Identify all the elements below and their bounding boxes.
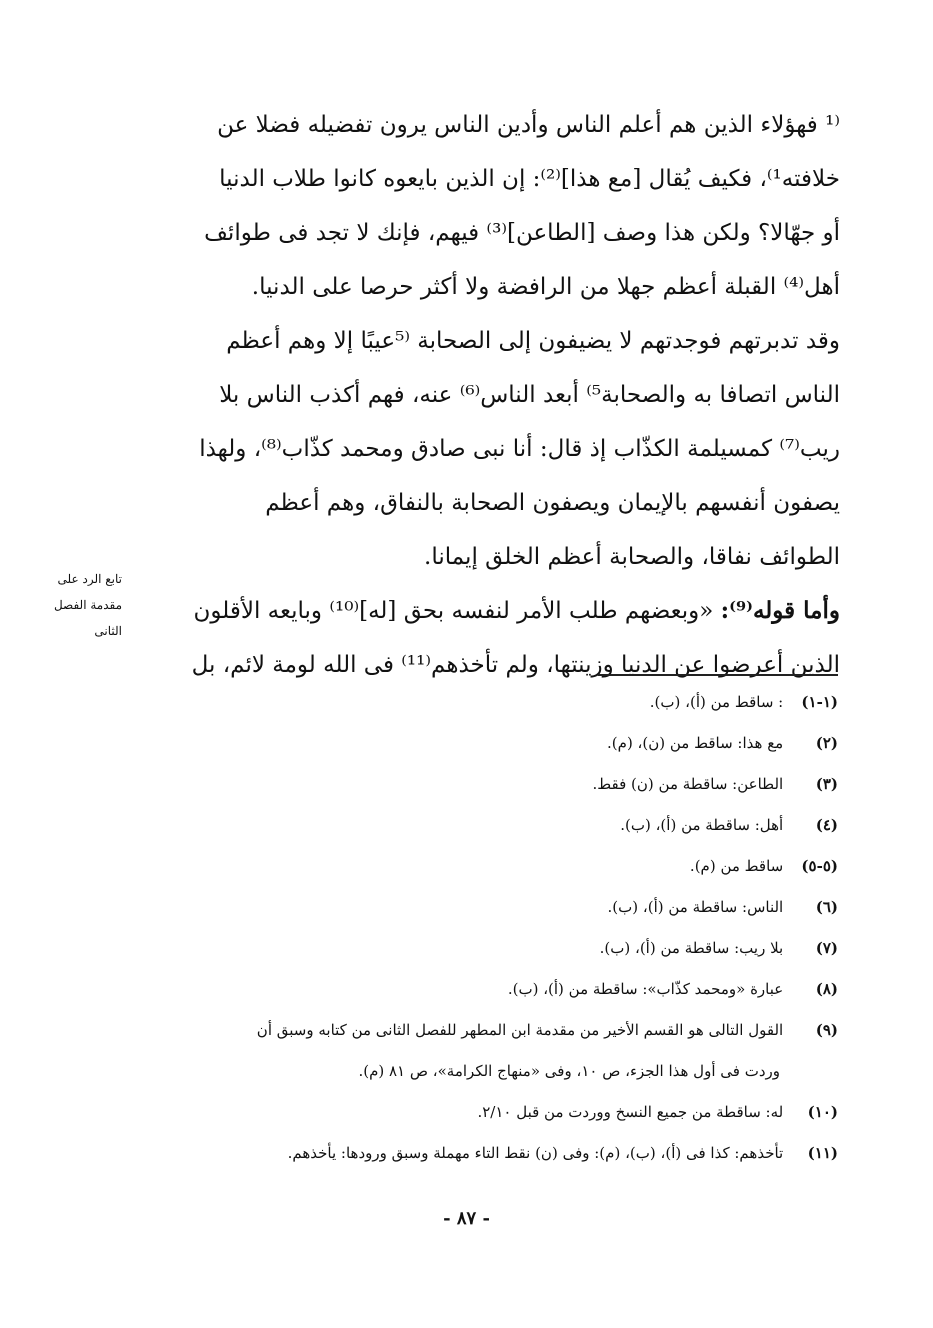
footnote-text: له: ساقطة من جميع النسخ ووردت من قبل ٢/١٠. bbox=[477, 1103, 784, 1121]
footnote-text: مع هذا: ساقط من (ن)، (م). bbox=[607, 734, 784, 752]
main-text-line: ⁽¹ فهؤلاء الذين هم أعلم الناس وأدين الناس يرون تفضيله فضلا عن bbox=[217, 112, 840, 138]
footnote-text: عبارة «ومحمد كذّاب»: ساقطة من (أ)، (ب). bbox=[507, 980, 784, 998]
footnote bbox=[138, 1133, 838, 1174]
footnote-number: (٥-٥) bbox=[801, 857, 838, 875]
footnote-number: (٤) bbox=[815, 816, 838, 834]
section-lead-bold: وأما قوله⁽⁹⁾: bbox=[720, 597, 840, 624]
footnote-text: الطاعن: ساقطة من (ن) فقط. bbox=[592, 775, 784, 793]
main-text-line: الناس اتصافا به والصحابة⁵⁾ أبعد الناس⁽⁶⁾ عنه، فهم أكذب الناس بلا bbox=[219, 382, 840, 408]
footnote-text: القول التالى هو القسم الأخير من مقدمة ابن المطهر للفصل الثانى من كتابه وسبق أن bbox=[256, 1021, 784, 1039]
main-text-line: ريب⁽⁷⁾ كمسيلمة الكذّاب إذ قال: أنا نبى صادق ومحمد كذّاب⁽⁸⁾، ولهذا bbox=[199, 436, 840, 462]
main-text-block bbox=[132, 98, 840, 692]
footnote-number: (٢) bbox=[815, 734, 838, 752]
footnote-number: (٣) bbox=[815, 775, 838, 793]
main-text-line-rest: «وبعضهم طلب الأمر لنفسه بحق [له]⁽¹⁰⁾ وبايعه الأقلون bbox=[193, 598, 714, 624]
footnote-number: (٧) bbox=[815, 939, 838, 957]
footnote-text: : ساقط من (أ)، (ب). bbox=[649, 693, 784, 711]
footnote-text: ساقط من (م). bbox=[689, 857, 784, 875]
footnote bbox=[138, 969, 838, 1010]
margin-note-line: تابع الرد على bbox=[57, 572, 122, 586]
main-text-line: أو جهّالا؟ ولكن هذا وصف [الطاعن]⁽³⁾ فيهم، فإنك لا تجد فى طوائف bbox=[204, 220, 840, 246]
footnote-number: (١٠) bbox=[807, 1103, 838, 1121]
main-text-line-with-lead bbox=[132, 584, 840, 638]
footnote bbox=[138, 682, 838, 723]
footnote bbox=[138, 764, 838, 805]
footnote-number: (٨) bbox=[815, 980, 838, 998]
footnote bbox=[138, 805, 838, 846]
footnote-separator bbox=[598, 674, 838, 676]
footnote-text: وردت فى أول هذا الجزء، ص ١٠، وفى «منهاج الكرامة»، ص ٨١ (م). bbox=[358, 1062, 780, 1080]
footnote bbox=[138, 887, 838, 928]
footnote-number: (٩) bbox=[815, 1021, 838, 1039]
footnote-number: (٦) bbox=[815, 898, 838, 916]
footnote-text: بلا ريب: ساقطة من (أ)، (ب). bbox=[599, 939, 784, 957]
footnote-number: (١-١) bbox=[801, 693, 838, 711]
page-number: - ٨٧ - bbox=[443, 1208, 490, 1229]
main-text-line: الذين أعرضوا عن الدنيا وزينتها، ولم تأخذهم⁽¹¹⁾ فى الله لومة لائم، بل bbox=[191, 652, 840, 678]
margin-note bbox=[10, 566, 122, 644]
footnote bbox=[138, 1010, 838, 1051]
footnotes-block bbox=[138, 682, 838, 1174]
margin-note-line: الثانى bbox=[94, 624, 122, 638]
footnote bbox=[138, 1092, 838, 1133]
main-text-line: وقد تدبرتهم فوجدتهم لا يضيفون إلى الصحابة ⁽⁵عيبًا إلا وهم أعظم bbox=[226, 328, 840, 354]
footnote bbox=[138, 846, 838, 887]
footnote-continuation bbox=[138, 1051, 838, 1092]
footnote-text: الناس: ساقطة من (أ)، (ب). bbox=[607, 898, 784, 916]
margin-note-line: مقدمة الفصل bbox=[53, 598, 122, 612]
main-text-line: الطوائف نفاقا، والصحابة أعظم الخلق إيمانا. bbox=[424, 544, 840, 570]
footnote-number: (١١) bbox=[807, 1144, 838, 1162]
footnote-text: تأخذهم: كذا فى (أ)، (ب)، (م): وفى (ن) نقط التاء مهملة وسبق ورودها: يأخذهم. bbox=[287, 1144, 784, 1162]
main-text-line: أهل⁽⁴⁾ القبلة أعظم جهلا من الرافضة ولا أكثر حرصا على الدنيا. bbox=[251, 274, 840, 300]
main-text-line: خلافته¹⁾، فكيف يُقال [مع هذا]⁽²⁾: إن الذين بايعوه كانوا طلاب الدنيا bbox=[219, 166, 840, 192]
footnote-text: أهل: ساقطة من (أ)، (ب). bbox=[620, 816, 784, 834]
footnote bbox=[138, 928, 838, 969]
main-text-line: يصفون أنفسهم بالإيمان ويصفون الصحابة بالنفاق، وهم أعظم bbox=[265, 490, 840, 516]
footnote bbox=[138, 723, 838, 764]
